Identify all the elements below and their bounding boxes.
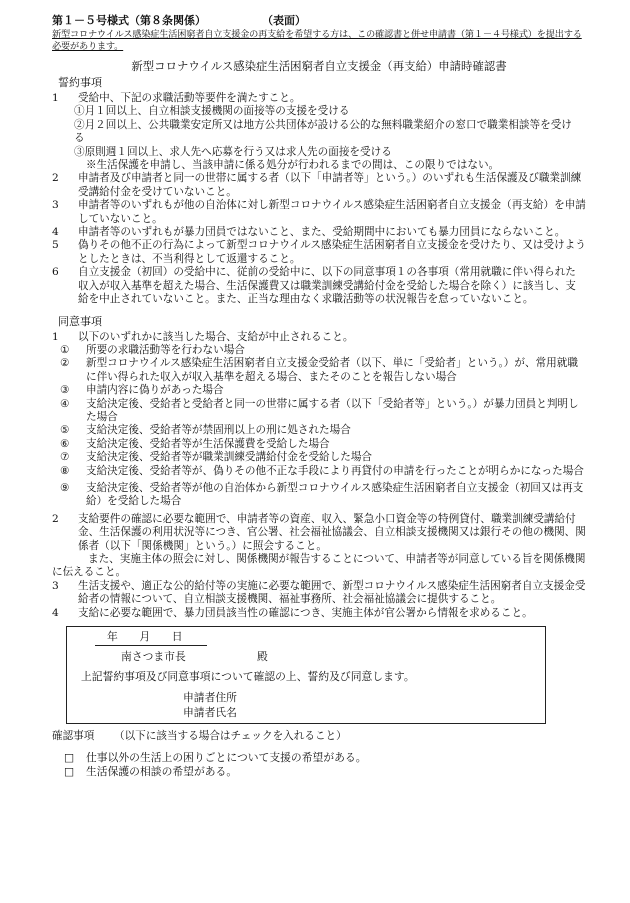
confirm-heading-row: [52, 730, 586, 743]
pledge-item-5: 5 偽りその他不正の行為によって新型コロナウイルス感染症生活困窮者自立支援金を受けたり、又は受けようとしたときは、不当利得として返還すること。: [52, 239, 586, 265]
signature-box: [66, 626, 546, 724]
check-item-welfare[interactable]: □ 生活保護の相談の希望がある。: [64, 765, 238, 779]
requirement-2: ②月２回以上、公共職業安定所又は地方公共団体が設ける公的な無料職業紹介の窓口で職業相談等を受ける: [74, 118, 572, 145]
applicant-address-label: 申請者住所: [183, 691, 237, 705]
applicant-name-label: 申請者氏名: [183, 706, 237, 720]
confirm-heading: 確認事項: [52, 730, 95, 743]
consent-item-4: 4 支給に必要な範囲で、暴力団員該当性の確認につき、実施主体が官公署から情報を求めること。: [52, 606, 533, 619]
requirement-3: ③原則週１回以上、求人先へ応募を行う又は求人先の面接を受ける: [74, 145, 392, 158]
pledge-item-6: 6 自立支援金（初回）の受給中に、従前の受給中に、以下の同意事項１の各事項（常用就職に伴い得られた収入が収入基準を超えた場合、生活保護費又は職業訓練受講給付金を受給した場合を除く）に該当し、支給を中止されていないこと。また、正当な理由なく求職活動等の状況報告を怠っていないこと。: [52, 266, 576, 306]
form-number: 第１－５号様式（第８条関係）: [52, 14, 206, 27]
date-field[interactable]: 年 月 日: [107, 630, 183, 644]
stop-condition-6: ⑥ 支給決定後、受給者等が生活保護費を受給した場合: [60, 437, 330, 450]
addressee: 南さつま市長: [121, 650, 186, 664]
front-side-label: （表面）: [262, 14, 306, 27]
stop-condition-7: ⑦ 支給決定後、受給者等が職業訓練受講給付金を受給した場合: [60, 451, 373, 464]
stop-condition-2: ② 新型コロナウイルス感染症生活困窮者自立支援金受給者（以下、単に「受給者」という。）が、常用就職に伴い得られた収入が収入基準を超える場合、またそのことを報告しない場合: [60, 357, 578, 383]
consent-item-3: 3 生活支援や、適正な公的給付等の実施に必要な範囲で、新型コロナウイルス感染症生活困窮者自立支援金受給者の情報について、自立相談支援機関、福祉事務所、社会福祉協議会に提供すること。: [52, 579, 586, 606]
stop-condition-3: ③ 申請内容に偽りがあった場合: [60, 384, 224, 397]
pledge-item-1: 1 受給中、下記の求職活動等要件を満たすこと。: [52, 92, 301, 104]
confirm-note: （以下に該当する場合はチェックを入れること）: [114, 730, 347, 743]
pledge-heading: 誓約事項: [58, 76, 102, 89]
pledge-item-2: 2 申請者及び申請者と同一の世帯に属する者（以下「申請者等」という。）のいずれも生活保護及び職業訓練受講給付金を受けていないこと。: [52, 172, 582, 198]
consent-statement: 上記誓約事項及び同意事項について確認の上、誓約及び同意します。: [81, 670, 415, 684]
consent-item-1: 1 以下のいずれかに該当した場合、支給が中止されること。: [52, 330, 354, 343]
checkbox-icon[interactable]: □: [64, 751, 75, 765]
stop-condition-5: ⑤ 支給決定後、受給者等が禁固刑以上の刑に処された場合: [60, 424, 351, 437]
submission-notice: 新型コロナウイルス感染症生活困窮者自立支援金の再支給を希望する方は、この確認書と併せ申請書（第１－４号様式）を提出する必要があります。: [52, 29, 582, 52]
consent-heading: 同意事項: [58, 314, 102, 328]
pledge-item-4: 4 申請者等のいずれもが暴力団員ではないこと、また、受給期間中においても暴力団員にならないこと。: [52, 226, 566, 239]
stop-condition-4: ④ 支給決定後、受給者と受給者と同一の世帯に属する者（以下「受給者等」という。）が暴力団員と判明した場合: [60, 397, 579, 423]
requirement-1: ①月１回以上、自立相談支援機関の面接等の支援を受ける: [74, 105, 350, 118]
stop-condition-8: ⑧ 支給決定後、受給者等が、偽りその他不正な手段により再貸付の申請を行ったことが明らかになった場合: [60, 464, 584, 477]
check-item-support[interactable]: □ 仕事以外の生活上の困りごとについて支援の希望がある。: [64, 751, 367, 765]
honorific: 殿: [257, 650, 268, 664]
checkbox-icon[interactable]: □: [64, 765, 75, 779]
consent-item-2: 2 支給要件の確認に必要な範囲で、申請者等の資産、収入、緊急小口資金等の特例貸付、職業訓練受講給付金、生活保護の利用状況等につき、官公署、社会福祉協議会、自立相談支援機関又は銀行その他の機関、関係者（以下「関係機関」という。）に照会すること。: [52, 512, 586, 552]
form-header: [52, 14, 586, 28]
stop-condition-1: ① 所要の求職活動等を行わない場合: [60, 343, 245, 356]
pledge-item-3: 3 申請者等のいずれもが他の自治体に対し新型コロナウイルス感染症生活困窮者自立支援金（再支給）を申請していないこと。: [52, 199, 586, 225]
requirement-note: ※生活保護を申請し、当該申請に係る処分が行われるまでの間は、この限りではない。: [86, 159, 500, 172]
stop-condition-9: ⑨ 支給決定後、受給者等が他の自治体から新型コロナウイルス感染症生活困窮者自立支援金（初回又は再支給）を受給した場合: [60, 481, 584, 508]
document-title: 新型コロナウイルス感染症生活困窮者自立支援金（再支給）申請時確認書: [131, 59, 507, 73]
consent-item-2-cont: また、実施主体の照会に対し、関係機関が報告することについて、申請者等が同意している旨を関係機関に伝えること。: [52, 553, 586, 579]
